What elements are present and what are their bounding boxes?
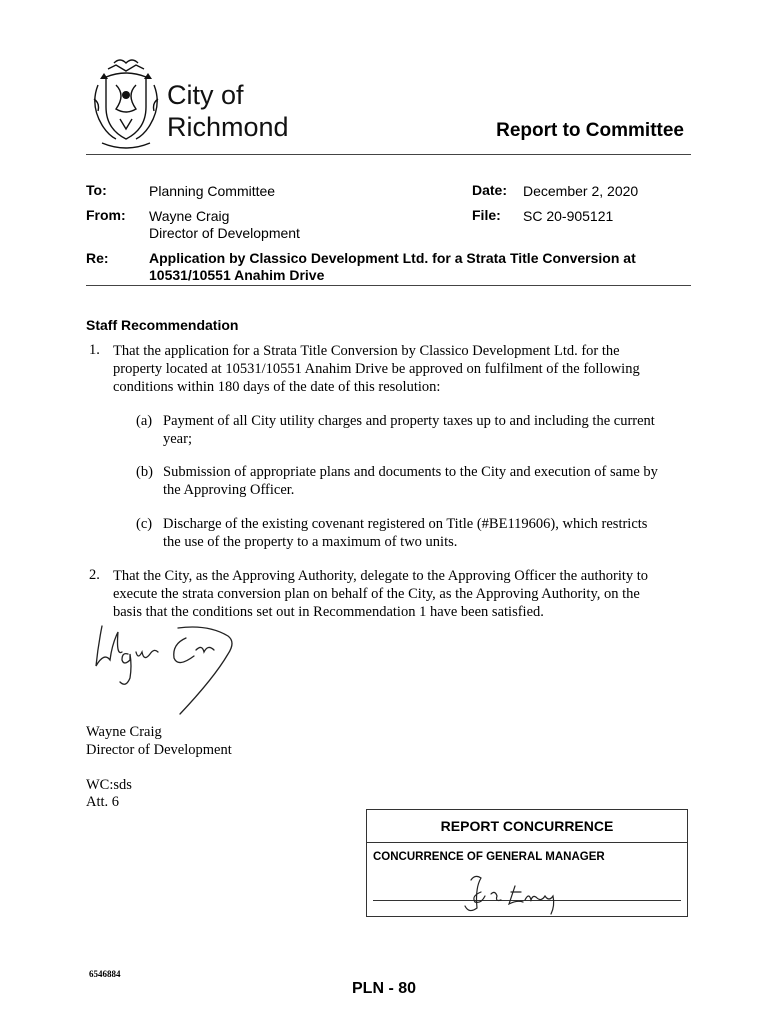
item-b-line2: the Approving Officer. bbox=[163, 482, 295, 498]
signature-image bbox=[88, 618, 248, 718]
signer-title: Director of Development bbox=[86, 742, 232, 758]
initials: WC:sds bbox=[86, 777, 132, 793]
header-divider bbox=[86, 154, 691, 155]
item1-number: 1. bbox=[89, 342, 100, 358]
memo-divider bbox=[86, 285, 691, 286]
item-a-line2: year; bbox=[163, 431, 192, 447]
gm-signature-image bbox=[457, 872, 587, 920]
report-title: Report to Committee bbox=[496, 120, 684, 141]
re-line2: 10531/10551 Anahim Drive bbox=[149, 267, 325, 283]
item-a-label: (a) bbox=[136, 413, 153, 429]
concurrence-title: REPORT CONCURRENCE bbox=[367, 810, 687, 843]
item2-line1: That the City, as the Approving Authority, delegate to the Approving Officer the authority to bbox=[113, 568, 649, 584]
report-concurrence-box bbox=[366, 809, 688, 917]
re-label: Re: bbox=[86, 250, 109, 266]
from-name: Wayne Craig bbox=[149, 208, 230, 224]
concurrence-subtitle: CONCURRENCE OF GENERAL MANAGER bbox=[373, 851, 605, 863]
signer-name: Wayne Craig bbox=[86, 724, 162, 740]
attachments: Att. 6 bbox=[86, 794, 120, 810]
file-label: File: bbox=[472, 207, 501, 223]
item-c-label: (c) bbox=[136, 516, 153, 532]
item1-line3: conditions within 180 days of the date of this resolution: bbox=[113, 379, 441, 395]
item2-line2: execute the strata conversion plan on behalf of the City, as the Approving Authority, on the bbox=[113, 586, 640, 602]
item1-line1: That the application for a Strata Title Conversion by Classico Development Ltd. for the bbox=[113, 343, 620, 359]
city-crest-logo bbox=[86, 55, 166, 150]
item-b-line1: Submission of appropriate plans and documents to the City and execution of same by bbox=[163, 464, 658, 480]
item-c-line2: the use of the property to a maximum of two units. bbox=[163, 534, 458, 550]
date-label: Date: bbox=[472, 182, 508, 198]
re-line1: Application by Classico Development Ltd. for a Strata Title Conversion at bbox=[149, 250, 636, 266]
item-a-line1: Payment of all City utility charges and property taxes up to and including the current bbox=[163, 413, 655, 429]
from-title: Director of Development bbox=[149, 225, 300, 241]
to-value: Planning Committee bbox=[149, 183, 276, 199]
city-name-line2: Richmond bbox=[167, 112, 289, 142]
document-number: 6546884 bbox=[89, 969, 121, 979]
date-value: December 2, 2020 bbox=[523, 183, 639, 199]
item1-line2: property located at 10531/10551 Anahim Drive be approved on fulfilment of the following bbox=[113, 361, 640, 377]
item2-line3: basis that the conditions set out in Recommendation 1 have been satisfied. bbox=[113, 604, 544, 620]
from-label: From: bbox=[86, 207, 126, 223]
file-value: SC 20-905121 bbox=[523, 208, 614, 224]
recommendation-heading: Staff Recommendation bbox=[86, 317, 239, 333]
city-name-line1: City of bbox=[167, 80, 244, 110]
item-c-line1: Discharge of the existing covenant registered on Title (#BE119606), which restricts bbox=[163, 516, 648, 532]
item2-number: 2. bbox=[89, 567, 100, 583]
to-label: To: bbox=[86, 182, 107, 198]
item-b-label: (b) bbox=[136, 464, 153, 480]
page-reference: PLN - 80 bbox=[352, 980, 417, 997]
